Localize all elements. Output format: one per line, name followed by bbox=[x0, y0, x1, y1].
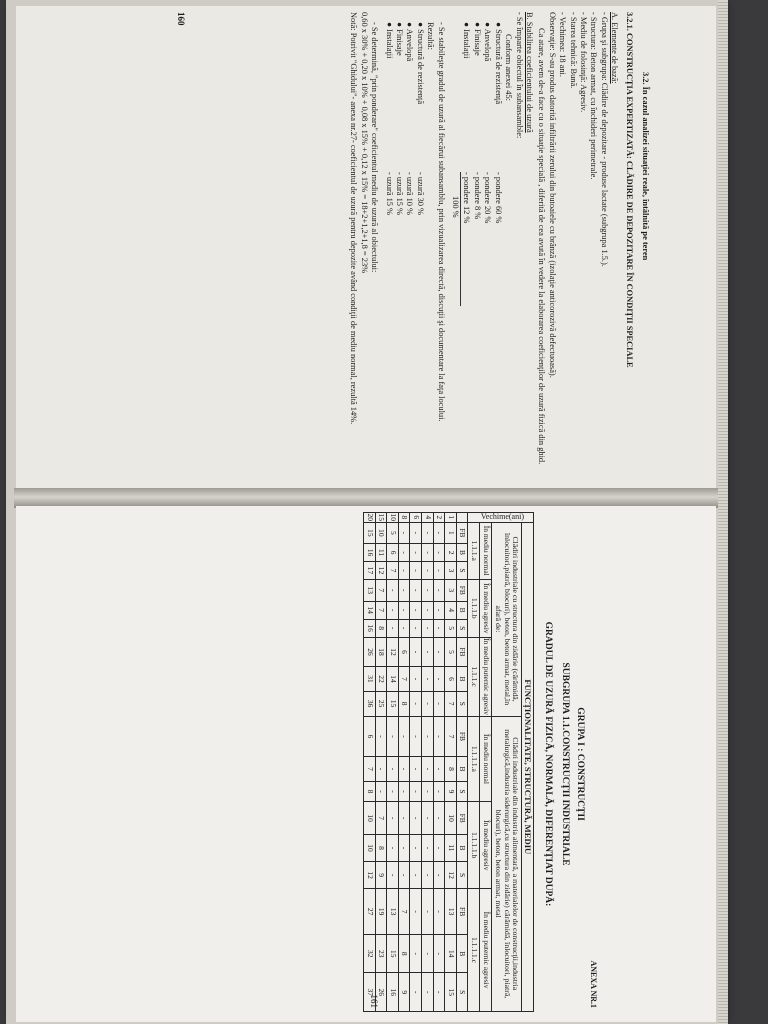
value-cell: 5 bbox=[445, 619, 457, 637]
value-cell: 11 bbox=[375, 544, 387, 562]
value-cell: 6 bbox=[364, 716, 376, 757]
table-row bbox=[387, 513, 399, 1012]
age-cell: 15 bbox=[375, 513, 387, 523]
value-cell: 18 bbox=[375, 637, 387, 667]
value-cell: 13 bbox=[387, 889, 399, 935]
value-cell: - bbox=[422, 973, 434, 1012]
value-cell: - bbox=[433, 802, 445, 834]
state-label: S bbox=[456, 973, 468, 1012]
value-cell: 14 bbox=[387, 667, 399, 692]
value-cell: - bbox=[410, 862, 422, 889]
value-cell: - bbox=[433, 781, 445, 802]
state-label: FB bbox=[456, 716, 468, 757]
age-cell: 4 bbox=[422, 513, 434, 523]
value-cell: - bbox=[387, 834, 399, 861]
value-cell: 8 bbox=[364, 781, 376, 802]
b-total: 100 % bbox=[450, 172, 461, 306]
value-cell: 10 bbox=[364, 802, 376, 834]
value-cell: - bbox=[398, 781, 410, 802]
state-label: FB bbox=[456, 802, 468, 834]
value-cell: 17 bbox=[364, 562, 376, 580]
state-label: FB bbox=[456, 522, 468, 544]
value-cell: - bbox=[422, 834, 434, 861]
state-label: S bbox=[456, 862, 468, 889]
value-cell: 4 bbox=[445, 601, 457, 619]
value-cell: - bbox=[433, 716, 445, 757]
b-conform: Conform anexei 45: bbox=[504, 34, 514, 101]
value-cell: - bbox=[398, 522, 410, 544]
a-item: - Vechimea: 18 ani. bbox=[558, 12, 568, 77]
value-cell: - bbox=[422, 691, 434, 716]
value-cell: 6 bbox=[387, 544, 399, 562]
page-edges bbox=[718, 0, 728, 1024]
age-cell: 6 bbox=[410, 513, 422, 523]
a-item: - Grupa şi subgrupa: Clădire de depozitare - produse lactate (subgrupa 1.5.). bbox=[599, 12, 609, 267]
code-label: 1.1.1.1.a bbox=[468, 716, 480, 802]
state-label: S bbox=[456, 619, 468, 637]
value-cell: 8 bbox=[375, 619, 387, 637]
b-item-name: ● Instalaţii bbox=[462, 22, 472, 59]
value-cell: 13 bbox=[445, 889, 457, 935]
value-cell: - bbox=[375, 781, 387, 802]
value-cell: 5 bbox=[445, 637, 457, 667]
value-cell: 8 bbox=[445, 757, 457, 781]
value-cell: 15 bbox=[364, 522, 376, 544]
value-cell: - bbox=[422, 716, 434, 757]
value-cell: - bbox=[410, 601, 422, 619]
age-cell: 20 bbox=[364, 513, 376, 523]
age-cell: 10 bbox=[387, 513, 399, 523]
page-number: 161 bbox=[369, 994, 380, 1008]
value-cell: - bbox=[422, 935, 434, 973]
state-label: B bbox=[456, 935, 468, 973]
value-cell: - bbox=[410, 562, 422, 580]
observatie-2: Ca atare, avem de-a face cu o situaţie specială , diferită de cea avută în vedere la elaborarea coeficienţilor de uzură fizică din ghid. bbox=[537, 28, 547, 465]
value-cell: - bbox=[398, 579, 410, 601]
value-cell: 25 bbox=[375, 691, 387, 716]
value-cell: 10 bbox=[445, 802, 457, 834]
value-cell: 3 bbox=[445, 562, 457, 580]
page-number: 160 bbox=[176, 12, 186, 26]
value-cell: - bbox=[433, 862, 445, 889]
value-cell: - bbox=[398, 757, 410, 781]
value-cell: - bbox=[398, 601, 410, 619]
value-cell: - bbox=[375, 757, 387, 781]
value-cell: 5 bbox=[387, 522, 399, 544]
value-cell: - bbox=[422, 781, 434, 802]
value-cell: 8 bbox=[398, 691, 410, 716]
state-label: FB bbox=[456, 889, 468, 935]
formula: 0,60 x 30% + 0,20 x 10% + 0,08 x 15% + 0,12 x 15% = 18+2+1,2+1,8 = 23% bbox=[359, 12, 369, 274]
value-cell: - bbox=[410, 637, 422, 667]
value-cell: - bbox=[410, 619, 422, 637]
b-item-name: ● Finisaje bbox=[472, 22, 482, 56]
value-cell: 10 bbox=[375, 522, 387, 544]
value-cell: 2 bbox=[445, 544, 457, 562]
value-cell: - bbox=[410, 935, 422, 973]
value-cell: - bbox=[422, 522, 434, 544]
value-cell: - bbox=[387, 802, 399, 834]
table-row bbox=[364, 513, 376, 1012]
value-cell: - bbox=[410, 579, 422, 601]
value-cell: - bbox=[422, 601, 434, 619]
value-cell: - bbox=[433, 935, 445, 973]
value-cell: 27 bbox=[364, 889, 376, 935]
value-cell: 7 bbox=[375, 802, 387, 834]
b-item-value: - pondere 20 % bbox=[483, 172, 493, 224]
value-cell: 32 bbox=[364, 935, 376, 973]
value-cell: - bbox=[398, 544, 410, 562]
code-label: 1.1.1.b bbox=[468, 579, 480, 637]
value-cell: - bbox=[433, 889, 445, 935]
code-label: 1.1.1.c bbox=[468, 637, 480, 716]
table-row bbox=[398, 513, 410, 1012]
value-cell: 7 bbox=[445, 716, 457, 757]
value-cell: - bbox=[410, 889, 422, 935]
value-cell: 8 bbox=[375, 834, 387, 861]
value-cell: 16 bbox=[387, 973, 399, 1012]
value-cell: - bbox=[410, 667, 422, 692]
value-cell: - bbox=[410, 716, 422, 757]
header-line: 3.2. În cazul analizei situaţiei reale, întâlnită pe teren bbox=[641, 72, 650, 261]
value-cell: - bbox=[398, 619, 410, 637]
value-cell: - bbox=[433, 562, 445, 580]
value-cell: 6 bbox=[445, 667, 457, 692]
value-cell: - bbox=[433, 601, 445, 619]
state-label: B bbox=[456, 544, 468, 562]
value-cell: - bbox=[410, 522, 422, 544]
env-label: În mediu agresiv bbox=[480, 802, 492, 889]
value-cell: 37 bbox=[364, 973, 376, 1012]
value-cell: - bbox=[433, 757, 445, 781]
state-label: B bbox=[456, 834, 468, 861]
value-cell: 7 bbox=[375, 579, 387, 601]
state-label: B bbox=[456, 667, 468, 692]
determina: - Se determină, "prin ponderare" coeficientul mediu de uzură al obiectului: bbox=[370, 22, 380, 273]
state-label: FB bbox=[456, 637, 468, 667]
value-cell: 16 bbox=[364, 544, 376, 562]
b-intro: - Se împarte obiectul în subansamble: bbox=[514, 12, 524, 139]
rezulta: Rezultă: bbox=[426, 22, 436, 50]
page-161 bbox=[16, 506, 716, 1022]
value-cell: - bbox=[398, 802, 410, 834]
value-cell: - bbox=[433, 973, 445, 1012]
value-cell: - bbox=[422, 667, 434, 692]
r-item-name: ● Anvelopă bbox=[405, 22, 415, 62]
value-cell: - bbox=[433, 579, 445, 601]
state-header-blank bbox=[456, 513, 468, 523]
value-cell: - bbox=[433, 544, 445, 562]
value-cell: - bbox=[387, 716, 399, 757]
env-label: În mediu normal bbox=[480, 522, 492, 579]
state-label: S bbox=[456, 781, 468, 802]
table-row bbox=[433, 513, 445, 1012]
title-grade: GRADUL DE UZURĂ FIZICĂ, NORMALĂ, DIFERENŢIAT DUPĂ: bbox=[543, 621, 553, 907]
r-item-name: ● Structură de rezistenţă bbox=[415, 22, 425, 105]
value-cell: - bbox=[375, 716, 387, 757]
b-item-name: ● Anvelopă bbox=[483, 22, 493, 62]
value-cell: 9 bbox=[375, 862, 387, 889]
table-subtitle: FUNCŢIONALITATE, STRUCTURĂ, MEDIU bbox=[522, 522, 534, 1011]
r-item-value: - uzură 10 % bbox=[405, 172, 415, 216]
b-item-name: ● Structură de rezistenţă bbox=[493, 22, 503, 105]
open-book bbox=[6, 0, 722, 1024]
value-cell: - bbox=[387, 757, 399, 781]
r-item-name: ● Finisaje bbox=[395, 22, 405, 56]
value-cell: 31 bbox=[364, 667, 376, 692]
value-cell: 1 bbox=[445, 522, 457, 544]
grad-text: - Se stabileşte gradul de uzură al fiecărui subansamblu, prin vizualizarea directă, discuţii şi documentare la faţa locului. bbox=[436, 22, 446, 422]
env-label: În mediu puternic agresiv bbox=[480, 889, 492, 1012]
value-cell: - bbox=[410, 757, 422, 781]
value-cell: - bbox=[422, 562, 434, 580]
state-label: S bbox=[456, 691, 468, 716]
r-item-value: - uzură 15 % bbox=[384, 172, 394, 216]
value-cell: - bbox=[410, 802, 422, 834]
subheading-a: A. Elemente de bază: bbox=[610, 12, 620, 84]
value-cell: - bbox=[410, 544, 422, 562]
value-cell: - bbox=[387, 781, 399, 802]
annex-label: ANEXA NR.1 bbox=[589, 960, 598, 1008]
value-cell: 7 bbox=[364, 757, 376, 781]
value-cell: - bbox=[422, 757, 434, 781]
value-cell: 3 bbox=[445, 579, 457, 601]
value-cell: 7 bbox=[398, 667, 410, 692]
value-cell: - bbox=[410, 691, 422, 716]
observatie: Observaţie: S-au produs datorită infiltrării zerului din butoaiele cu brânză (izolaţie anticorozivă defectuoasă). bbox=[547, 12, 557, 378]
env-label: În mediu agresiv bbox=[480, 579, 492, 637]
value-cell: - bbox=[387, 862, 399, 889]
value-cell: 9 bbox=[398, 973, 410, 1012]
r-item-name: ● Instalaţii bbox=[384, 22, 394, 59]
b-item-value: - pondere 12 % bbox=[462, 172, 472, 224]
value-cell: - bbox=[398, 562, 410, 580]
value-cell: - bbox=[398, 862, 410, 889]
value-cell: - bbox=[422, 544, 434, 562]
value-cell: - bbox=[433, 619, 445, 637]
book-gutter bbox=[14, 488, 718, 508]
value-cell: 12 bbox=[387, 637, 399, 667]
page-160 bbox=[16, 6, 716, 490]
section-heading: 3.2.1. CONSTRUCŢIA EXPERTIZATĂ: CLĂDIRE DE DEPOZITARE ÎN CONDIŢII SPECIALE bbox=[624, 12, 634, 368]
value-cell: 7 bbox=[375, 601, 387, 619]
value-cell: 8 bbox=[398, 935, 410, 973]
state-label: B bbox=[456, 601, 468, 619]
value-cell: 15 bbox=[387, 691, 399, 716]
col-vechime: Vechime(ani) bbox=[468, 513, 534, 523]
r-item-value: - uzură 15 % bbox=[395, 172, 405, 216]
value-cell: 26 bbox=[364, 637, 376, 667]
value-cell: 23 bbox=[375, 935, 387, 973]
table-row bbox=[422, 513, 434, 1012]
table-row bbox=[445, 513, 457, 1012]
a-item: - Starea tehnică: Bună. bbox=[568, 12, 578, 89]
b-item-value: - pondere 60 % bbox=[493, 172, 503, 224]
a-item: - Structura: Beton armat, cu închideri perimetrale. bbox=[589, 12, 599, 180]
value-cell: - bbox=[398, 716, 410, 757]
value-cell: - bbox=[387, 619, 399, 637]
table-row bbox=[375, 513, 387, 1012]
wear-table bbox=[363, 512, 534, 1012]
value-cell: 22 bbox=[375, 667, 387, 692]
code-label: 1.1.1.a bbox=[468, 522, 480, 579]
value-cell: - bbox=[398, 834, 410, 861]
value-cell: 6 bbox=[398, 637, 410, 667]
value-cell: 15 bbox=[387, 935, 399, 973]
age-cell: 2 bbox=[433, 513, 445, 523]
value-cell: 9 bbox=[445, 781, 457, 802]
value-cell: 12 bbox=[364, 862, 376, 889]
code-label: 1.1.1.1.b bbox=[468, 802, 480, 889]
env-label: În mediu normal bbox=[480, 716, 492, 802]
value-cell: - bbox=[422, 802, 434, 834]
group2-description: Clădiri industriale din industria alimentară, a materialelor de construcţii,industria metalurgică,industria siderurgică,cu structura din zidărie) cărămidă, înlocuitori, piatră, blocuri), beton, beton armat, metal bbox=[491, 716, 522, 1012]
value-cell: 26 bbox=[375, 973, 387, 1012]
value-cell: - bbox=[422, 862, 434, 889]
nota: Notă: Potrivit "Ghidului"- anexa nr.27- coeficientul de uzură pentru depozite având condiţii de mediu normal, rezultă 14%. bbox=[349, 12, 359, 425]
value-cell: - bbox=[422, 889, 434, 935]
value-cell: - bbox=[387, 601, 399, 619]
value-cell: 16 bbox=[364, 619, 376, 637]
value-cell: 19 bbox=[375, 889, 387, 935]
state-label: B bbox=[456, 757, 468, 781]
value-cell: 36 bbox=[364, 691, 376, 716]
value-cell: - bbox=[433, 667, 445, 692]
value-cell: 7 bbox=[445, 691, 457, 716]
value-cell: - bbox=[410, 834, 422, 861]
title-subgroup: SUBGRUPA 1.1.CONSTRUCŢII INDUSTRIALE bbox=[560, 662, 570, 866]
subheading-b: B. Stabilirea coeficientului de uzură bbox=[524, 12, 534, 133]
value-cell: - bbox=[422, 637, 434, 667]
value-cell: 7 bbox=[387, 562, 399, 580]
value-cell: - bbox=[433, 691, 445, 716]
b-item-value: - pondere 8 % bbox=[472, 172, 482, 220]
value-cell: - bbox=[410, 781, 422, 802]
a-item: - Mediu de folosinţă: Agresiv. bbox=[578, 12, 588, 113]
value-cell: - bbox=[410, 973, 422, 1012]
r-item-value: - uzură 30 % bbox=[415, 172, 425, 216]
state-label: S bbox=[456, 562, 468, 580]
value-cell: 11 bbox=[445, 834, 457, 861]
value-cell: - bbox=[422, 619, 434, 637]
value-cell: - bbox=[433, 522, 445, 544]
title-group: GRUPA I : CONSTRUCŢII bbox=[575, 707, 585, 821]
env-label: În mediu puternic agresiv bbox=[480, 637, 492, 716]
code-label: 1.1.1.1.c bbox=[468, 889, 480, 1012]
value-cell: - bbox=[433, 834, 445, 861]
value-cell: - bbox=[433, 637, 445, 667]
value-cell: 14 bbox=[445, 935, 457, 973]
age-cell: 1 bbox=[445, 513, 457, 523]
value-cell: - bbox=[387, 579, 399, 601]
state-label: FB bbox=[456, 579, 468, 601]
value-cell: 14 bbox=[364, 601, 376, 619]
group1-description: Clădiri industriale cu structura din zidărie (cărămidă, înlocuitori,piatră, blocuri), beton, beton armat, metal,în afară de: bbox=[491, 522, 522, 716]
value-cell: 13 bbox=[364, 579, 376, 601]
value-cell: 12 bbox=[445, 862, 457, 889]
value-cell: 7 bbox=[398, 889, 410, 935]
value-cell: 12 bbox=[375, 562, 387, 580]
age-cell: 8 bbox=[398, 513, 410, 523]
table-row bbox=[410, 513, 422, 1012]
value-cell: 15 bbox=[445, 973, 457, 1012]
value-cell: - bbox=[422, 579, 434, 601]
value-cell: 10 bbox=[364, 834, 376, 861]
